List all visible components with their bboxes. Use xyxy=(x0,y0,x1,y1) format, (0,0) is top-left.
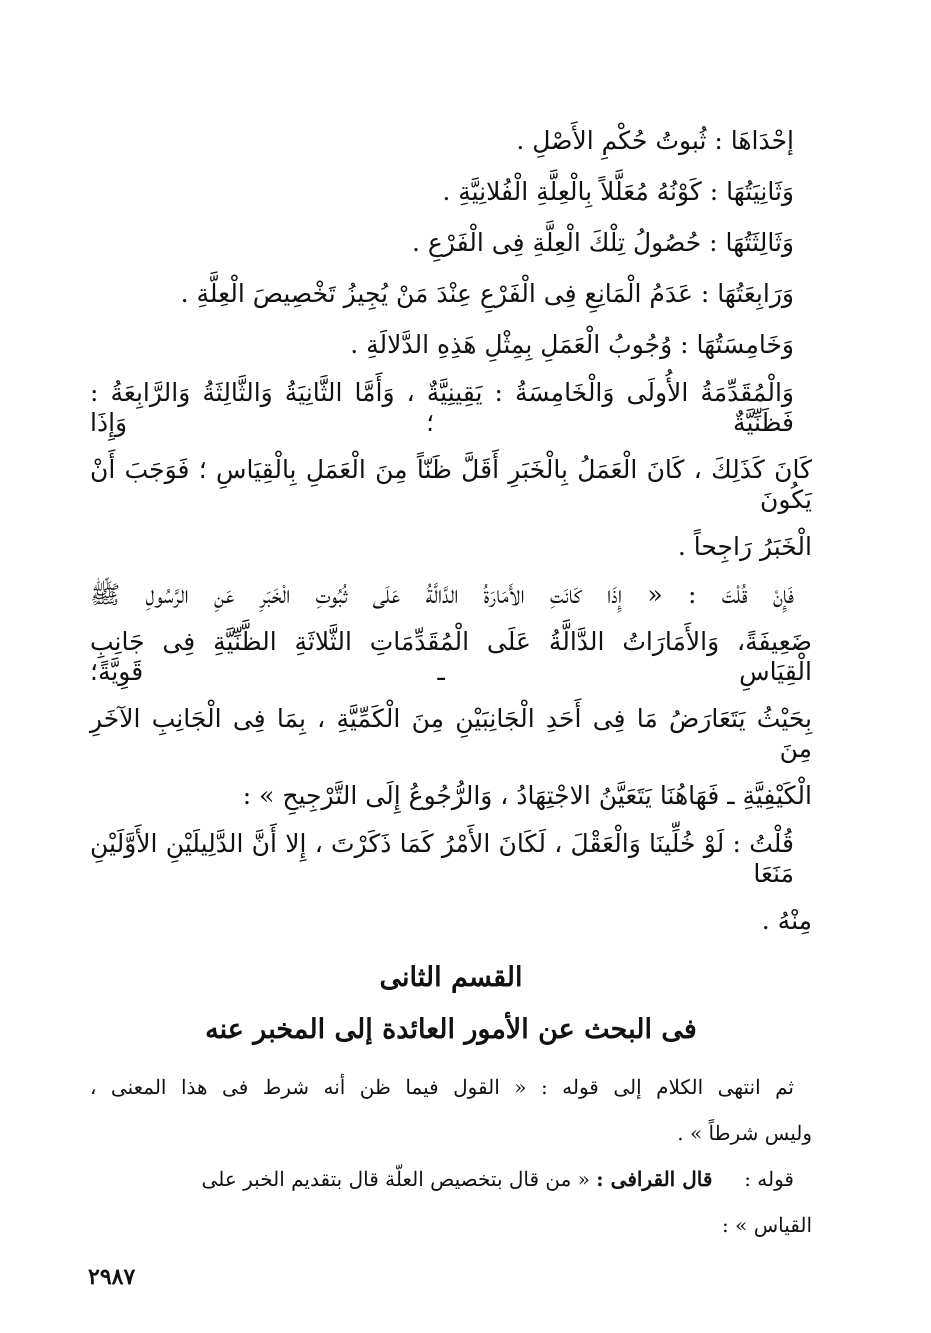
paragraph-line: بِحَيْثُ يَتَعَارَضُ مَا فِى أَحَدِ الْجَانِبَيْنِ مِنَ الْكَمِّيَّةِ ، بِمَا فِى الْجَانِبِ الآخَرِ مِنَ xyxy=(90,704,812,763)
commentary-author: قال القرافى : xyxy=(596,1167,713,1191)
paragraph-objection xyxy=(90,580,812,811)
section-heading: القسم الثانى xyxy=(379,962,523,993)
premise-4: وَرَابِعَتُهَا : عَدَمُ الْمَانِعِ فِى الْفَرْعِ عِنْدَ مَنْ يُجِيزُ تَخْصِيصَ الْعِلَّةِ . xyxy=(180,279,794,308)
premise-5: وَخَامِسَتُهَا : وُجُوبُ الْعَمَلِ بِمِثْلِ هَذِهِ الدَّلالَةِ . xyxy=(350,330,794,359)
paragraph-line: فَإِنْ قُلْتَ : « إِذَا كَانَتِ الأَمَارَةُ الدَّالَّةُ عَلَى ثُبُوتِ الْخَبَرِ عَنِ الرَّسُولِ ﷺ xyxy=(90,580,794,609)
paragraph-line: قُلْتُ : لَوْ خُلِّينَا وَالْعَقْلَ ، لَكَانَ الأَمْرُ كَمَا ذَكَرْتَ ، إِلا أَنَّ الدَّلِيلَيْنِ الأَوَّلَيْنِ مَنَعَا xyxy=(90,829,794,888)
commentary-quote: « من قال بتخصيص العلّة قال بتقديم الخبر على xyxy=(201,1167,590,1191)
premise-1: إحْدَاهَا : ثُبوتُ حُكْمِ الأَصْلِ . xyxy=(516,126,794,155)
commentary-line: القياس » : xyxy=(722,1213,812,1237)
paragraph-line: مِنْهُ . xyxy=(761,906,812,935)
page-body xyxy=(90,108,812,1258)
premise-2: وَثَانِيَتُهَا : كَوْنُهُ مُعَلَّلاً بِالْعِلَّةِ الْفُلانِيَّةِ . xyxy=(442,177,794,206)
paragraph-line: الْخَبَرُ رَاجِحاً . xyxy=(677,532,812,561)
premise-3: وَثَالِثَتُهَا : حُصُولُ تِلْكَ الْعِلَّةِ فِى الْفَرْعِ . xyxy=(411,228,794,257)
commentary-prefix: قوله : xyxy=(744,1167,794,1191)
paragraph-line: كَانَ كَذَلِكَ ، كَانَ الْعَمَلُ بِالْخَبَرِ أَقَلَّ ظَنّاً مِنَ الْعَمَلِ بِالْقِيَاسِ ؛ فَوَجَبَ أَنْ يَكُونَ xyxy=(90,455,812,514)
paragraph-line: الْكَيْفِيَّةِ ـ فَهَاهُنَا يَتَعَيَّنُ الاجْتِهَادُ ، وَالرُّجُوعُ إِلَى التَّرْجِيحِ » : xyxy=(242,781,812,810)
commentary-line: ثم انتهى الكلام إلى قوله : « القول فيما ظن أنه شرط فى هذا المعنى ، xyxy=(90,1075,794,1099)
commentary-block-2 xyxy=(90,1166,812,1238)
commentary-line xyxy=(90,1166,812,1192)
paragraph-premises-certainty xyxy=(90,378,812,562)
paragraph-reply xyxy=(90,829,812,936)
commentary-line: وليس شرطاً » . xyxy=(677,1121,812,1145)
page-number: ٢٩٨٧ xyxy=(88,1264,136,1290)
paragraph-line: ضَعِيفَةً، وَالأَمَارَاتُ الدَّالَّةُ عَلَى الْمُقَدِّمَاتِ الثَّلاثَةِ الظَّنِّيَّةِ فِى جَانِبِ الْقِيَاسِ ـ قَوِيَّةً؛ xyxy=(90,627,812,686)
section-subheading: فى البحث عن الأمور العائدة إلى المخبر عنه xyxy=(205,1014,697,1045)
commentary-block-1 xyxy=(90,1074,812,1146)
premises-list xyxy=(90,126,812,360)
paragraph-line: وَالْمُقَدِّمَةُ الأُولَى وَالْخَامِسَةُ : يَقِينِيَّةٌ ، وَأَمَّا الثَّانِيَةُ وَالثَّالِثَةُ وَالرَّابِعَةُ : فَظَنِّيَّةٌ ؛ وَإِذَا xyxy=(90,378,794,437)
